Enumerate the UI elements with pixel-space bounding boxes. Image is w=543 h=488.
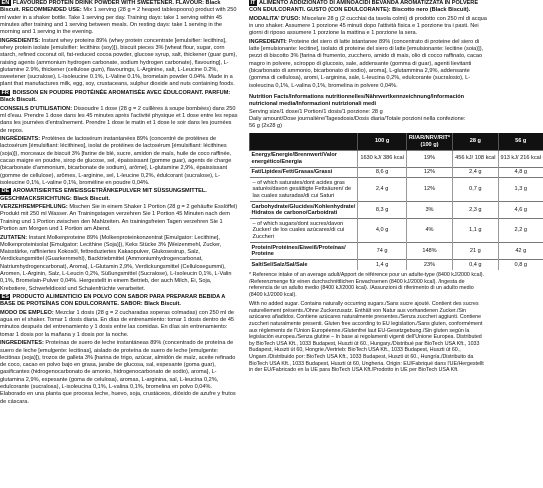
- lang-flag-fr: FR: [1, 89, 9, 96]
- value-28g: 2,4 g: [453, 167, 498, 178]
- value-100g: 8,6 g: [358, 167, 407, 178]
- dose-it: Miscelare 28 g (2 cucchiai da tavola colmi) di prodotto con 250 ml di acqua in uno shaker. Assumere 1 porzione 45 minuti dopo l'attività fisica e 1 porzione tra i pasti. Nei giorni di riposo assumere 1 porzione la mattina e 1 porzione la sera.: [249, 15, 487, 37]
- nutrient-label: – of which saturates/dont acides gras saturés/davon gesättigte Fettsäuren/ de las cuales saturadas/di cui Saturi: [250, 178, 358, 202]
- value-56g: 913 kJ/ 216 kcal: [498, 150, 543, 167]
- ingr-label-en: INGREDIENTS:: [0, 37, 41, 44]
- value-28g: 21 g: [453, 243, 498, 260]
- section-de: [0, 188, 239, 203]
- ingredients-fr: [0, 136, 239, 187]
- value-56g: 4,8 g: [498, 167, 543, 178]
- title-fr: BOISSON EN POUDRE PROTÉINÉE AROMATISÉE AVEC ÉDULCORANT. PARFUM: Black Biscuit.: [0, 89, 231, 104]
- nutrition-header-line-1: Nutrition Facts/Informations nutritionnelles/Nährwertkennzeichnung/Información nutricional media/Informazioni nutrizionali medi: [249, 93, 465, 108]
- value-ri: 12%: [406, 178, 452, 202]
- dose-de-block: [0, 204, 239, 233]
- dose-label-de: VERZEHREMPFEHLUNG:: [0, 204, 68, 211]
- col-header-28g: 28 g: [453, 133, 498, 150]
- nutrient-label: Salt/Sel/Salz/Sal/Sale: [250, 260, 358, 270]
- dose-fr-block: [0, 106, 239, 135]
- value-56g: 2,2 g: [498, 219, 543, 243]
- value-28g: 1,1 g: [453, 219, 498, 243]
- nutrient-label: – of which sugars/dont sucres/davon Zucker/ de los cuales azúcares/di cui Zuccheri: [250, 219, 358, 243]
- right-column: [249, 0, 541, 374]
- value-ri: 12%: [406, 167, 452, 178]
- ingredients-en: [0, 38, 239, 89]
- ingr-fr: Protéines de lactosérum instantanées 89% (concentré de protéines de lactosérum [émulsifiant: lécithines], isolat de protéines de lactosérum [émulsifiant: lécithines (soja)]), morceaux de biscuit 3% [farine de blé, sucre, amidon de maïs, huile de coco raffinée, cacao maigre en poudre, sirop de glucose, sel, épaississant (gomme guar), agents de charge (bicarbonate d'ammonium, bicarbonate de sodium), arôme], L-glutamine 2,9%, épaississant (gomme de cellulose), arômes, L-arginine, sel, L-leucine 0,2%, édulcorant (sucralose), L-isoleucine 0,1%, L-valine 0,1%, broméline en poudre 0,04%.: [0, 136, 232, 186]
- dose-en: Mix 1 serving (28 g = 2 heaped tablespoons) product with 250 ml water in a shaker bottle. Take 1 serving per day. Training days: take 1 serving within 45 minutes after training and 1 serving between meals. On resting days: take 1 serving in the morning and 1 serving in the evening.: [0, 7, 237, 36]
- dose-label-en: RECOMMENDED USE:: [21, 7, 82, 14]
- table-row: [250, 167, 543, 178]
- value-ri: 19%: [406, 150, 452, 167]
- ingr-label-de: ZUTATEN:: [0, 234, 28, 241]
- table-row: [250, 150, 543, 167]
- ingr-label-fr: INGRÉDIENTS:: [0, 136, 41, 143]
- value-56g: 0,8 g: [498, 260, 543, 270]
- section-en: [0, 0, 239, 36]
- table-row: [250, 178, 543, 202]
- col-header-ri: RI/AR/NRV/RIT* (100 g): [406, 133, 452, 150]
- nutrient-label: Protein/Protéines/Eiweiß/Proteínas/ Proteine: [250, 243, 358, 260]
- value-100g: 4,0 g: [358, 219, 407, 243]
- ingredients-es: [0, 340, 239, 406]
- section-es: [0, 294, 239, 309]
- value-28g: 0,7 g: [453, 178, 498, 202]
- title-it: ALIMENTO ADDIZIONATO DI AMINOACIDI BEVANDA AROMATIZZATA IN POLVERE CON EDULCORANTI. GUSTO (CON EDULCORANTE): Biscotto nero (Black Biscuit).: [249, 0, 479, 14]
- dose-es: Mezclar 1 dosis (28 g = 2 cucharadas soperas colmadas) con 250 ml de agua en el shaker. Tomar 1 dosis diaria. En días de entrenamiento: tomar 1 dosis dentro de 45 minutos después del entrenamiento y 1 dosis entre las comidas. En días sin entrenamiento: tomar 1 dosis por la mañana y 1 dosis por la noche.: [0, 309, 235, 338]
- title-es: PRODUCTO ALIMENTICIO EN POLVO CON SABOR PARA PREPARAR BEBIDA A BASE DE PROTEÍNAS CON EDULCORANTE. SABOR: Black Biscuit.: [0, 294, 226, 308]
- value-ri: 23%: [406, 260, 452, 270]
- nutrient-label: Energy/Energie/Brennwert/Valor energético/Energia: [250, 150, 358, 167]
- nutrition-header-line-2: Serving size/1 dose/1 Portion/1 dosis/1 porzione: 28 g: [249, 108, 383, 115]
- value-100g: 2,4 g: [358, 178, 407, 202]
- value-ri: 3%: [406, 202, 452, 219]
- value-56g: 1,3 g: [498, 178, 543, 202]
- table-row: [250, 219, 543, 243]
- lang-flag-de: DE: [1, 188, 10, 195]
- value-56g: 42 g: [498, 243, 543, 260]
- dose-label-fr: CONSEILS D'UTILISATION:: [0, 105, 73, 112]
- value-100g: 74 g: [358, 243, 407, 260]
- ingr-de: Instant Molkenproteine 89% (Molkenproteinkonzentrat [Emulgator: Lecithine], Molkenproteinisolat [Emulgator: Lecithine (Soja)]), Keks Stücke 3% [Weizenmehl, Zucker, Maisstärke, raffiniertes Kokosöl, fettreduziertes Kakaopulver, Glukosesirup, Salz, Verdickungsmittel (Guarkernmehl), Backtriebmittel (Ammoniumhydrogencarbonat, Natriumhydrogencarbonat), Aroma], L-Glutamin 2,9%, Verdickungsmittel (Cellulosegummi), Aromen, L-Arginin, Salz, L-Leucin 0,2%, Süßungsmittel (Sucralose), L-Isoleucin 0,1%, L-Valin 0,1%, Bromelain-Pulver 0,04%. Hergestellt in einem Betrieb, der auch Milch, Ei, Soja, Krebstiere, Schwefeldioxid und Schalenfrüchte verarbeitet.: [0, 234, 232, 292]
- value-100g: 8,3 g: [358, 202, 407, 219]
- nutrition-table-body: [250, 150, 543, 270]
- lang-flag-es: ES: [1, 294, 9, 301]
- nutrient-label: Fat/Lipides/Fett/Grasas/Grassi: [250, 167, 358, 178]
- nutrition-footnote: * Reference intake of an average adult/Apport de référence pour un adulte-type (8400 kJ/2000 kcal). /Referenzmenge für einen durchschnittlichen Erwachsenen (8400 kJ/2000 kcal). /Ingesta de referencia de un adulto medio (8400 kJ/2000 kcal). /Assunzioni di riferimento di un adulto medio (8400 kJ/2000 kcal).: [249, 271, 484, 298]
- ingr-es: Proteínas de suero de leche instantáneas 89% (concentrado de proteína de suero de leche [emulgente: lecitinas], aislado de proteína de suero de leche [emulgente: lecitinas (soja)]), trozos de galleta 3% [harina de trigo, azúcar, almidón de maíz, aceite refinado de coco, cacao en polvo bajo en grasa, jarabe de glucosa, sal, espesante (goma guar), gasificantes (hidrogenocarbonato de amonio, hidrogenocarbonato de sodio), aroma], L-glutamina 2,9%, espesante (goma de celulosa), aromas, L-arginina, sal, L-leucina 0,2%, edulcorante (sucralosa), L-isoleucina 0,1%, L-valina 0,1%, bromelina en polvo 0,04%. Elaborado en una planta que procesa leche, huevo, soja, crustáceos, dióxido de azufre y frutos de cáscara.: [0, 340, 236, 405]
- ingr-it: Proteine del siero di latte istantanee 89% (concentrato di proteine del siero di latte [emulsionante: lecitine], isolato di proteine del siero di latte [emulsionante: lecitine (soia)]), pezzi di biscotto 3% [farina di frumento, zucchero, amido di mais, olio di cocco raffinato, cacao magro in polvere, sciroppo di glucosio, sale, addensante (gomma di guar), agenti lievitanti (bicarbonato di ammonio, bicarbonato di sodio), aroma], L-glutammina 2,9%, addensante (gomma di cellulosa), aromi, L-arginina, sale, L-leucina 0,2%, edulcorante (sucralosio), L-isoleucina 0,1%, L-valina 0,1%, bromelina in polvere 0,04%.: [249, 38, 484, 89]
- nutrition-header: [249, 94, 488, 130]
- table-row: [250, 243, 543, 260]
- title-de: AROMATISIERTES EIWEISSGETRÄNKEPULVER MIT SÜSSUNGSMITTEL. GESCHMACKSRICHTUNG: Black Biscuit.: [0, 188, 207, 202]
- value-28g: 456 kJ/ 108 kcal: [453, 150, 498, 167]
- value-100g: 1,4 g: [358, 260, 407, 270]
- section-it: [249, 0, 488, 15]
- dose-label-it: MODALITA' D'USO:: [249, 15, 301, 22]
- dose-fr: Dissoudre 1 dose (28 g = 2 cuillères à soupe bombées) dans 250 ml d'eau. Prendre 1 dose dans les 45 minutes après l'activité physique et 1 dose entre les repas dans les journées d'entraînement. Prendre 1 dose le matin et 1 dose le soir dans les journées de repos.: [0, 105, 238, 134]
- col-header-56g: 56 g: [498, 133, 543, 150]
- left-column: [0, 0, 239, 407]
- dose-label-es: MODO DE EMPLEO:: [0, 309, 54, 316]
- value-28g: 2,3 g: [453, 202, 498, 219]
- title-en: FLAVOURED PROTEIN DRINK POWDER WITH SWEETENER. FLAVOUR: Black Biscuit.: [0, 0, 221, 14]
- legal-footer: With no added sugar. Contains naturally occurring sugars./Sans sucre ajouté. Contient des sucres naturellement présents./Ohne Zuckerzusatz. Enthält von Natur aus vorhandenen Zucker./Sin azúcares añadidos. Contiene azúcares naturalmente presentes./Senza zuccheri aggiunti. Contiene zuccheri naturalmente presenti. Gluten free according to EU legislation./Sans gluten, conformément aux règlements de l'Union Européenne./Glutenfrei laut EU-Gesetzgebung./Sin gluten según la legislación europea./Senza glutine – In base ai regolamenti vigenti dell'Unione Europea. Distributed by BioTech USA Kft., 1033 Budapest, Huszti út 60., Hungary./Distribué par BioTech USA Kft., 1033 Budapest, Huszti út 60, Hongrie./Vertrieb: BioTech USA Kft., 1033 Budapest, Huszti út 60., Ungarn./Distribuido por: BioTech USA Kft., 1033 Budapest, Huszti út 60., Hungría./Distribuito da BioTech USA Kft., 1033 Budapest, Huszti út 60, Ungheria. Origin: EU/Fabriqué dans l'UE/Hergestellt in der EU/Fabricado en la UE para BioTech USA Kft./Prodotto in UE per BioTech USA Kft.: [249, 301, 484, 374]
- ingr-label-it: INGREDIENTI:: [249, 38, 287, 45]
- value-ri: 148%: [406, 243, 452, 260]
- ingr-label-es: INGREDIENTES:: [0, 340, 44, 347]
- nutrition-header-line-3: Daily amount/Dose journalière/Tagesdosis/Dosis diaria/Totale porzioni nella confezione:: [249, 115, 466, 122]
- dose-de: Mischen Sie in einem Shaker 1 Portion (28 g = 2 gehäufte Esslöffel) Produkt mit 250 ml Wasser. An Trainingstagen verzehren Sie 1 Portion 45 Minuten nach dem Training und 1 Portion zwischen den Mahlzeiten. An trainingsfreien Tagen verzehren Sie 1 Portion am Morgen und 1 Portion am Abend.: [0, 204, 238, 233]
- value-28g: 0,4 g: [453, 260, 498, 270]
- section-fr: [0, 90, 239, 105]
- value-ri: 4%: [406, 219, 452, 243]
- dose-es-block: [0, 310, 239, 339]
- col-header-label: [250, 133, 358, 150]
- col-header-100g: 100 g: [358, 133, 407, 150]
- lang-flag-en: EN: [1, 0, 10, 6]
- table-row: [250, 260, 543, 270]
- nutrition-header-line-4: 56 g (2x28 g): [249, 123, 282, 130]
- nutrition-table: [249, 133, 543, 270]
- nutrition-table-header: [250, 133, 543, 150]
- nutrient-label: Carbohydrate/Glucides/Kohlenhydrate/ Hidratos de carbono/Carboidrati: [250, 202, 358, 219]
- ingr-en: Instant whey proteins 89% (whey protein concentrate [emulsifier: lecithins], whey protein isolate [emulsifier: lecithins (soy)]), biscuit pieces 3% [wheat flour, sugar, corn starch, refined coconut oil, fat-reduced cocoa powder, glucose syrup, salt, thickener (guar gum), raising agents (ammonium hydrogen carbonate, sodium hydrogen carbonate), flavouring], L-glutamine 2.9%, thickener (cellulose gum), flavourings, L-Arginine, salt, L-Leucine 0.2%, sweetener (sucralose), L-Isoleucine 0.1%, L-Valine 0.1%, bromelain powder 0.04%. Made in a plant that manufactures milk, egg, soy, crustaceans, sulphur dioxide and nuts containing foods.: [0, 37, 237, 88]
- table-row: [250, 202, 543, 219]
- value-56g: 4,6 g: [498, 202, 543, 219]
- ingredients-it: [249, 39, 488, 90]
- lang-flag-it: IT: [250, 0, 256, 6]
- dose-it-block: [249, 16, 488, 38]
- value-100g: 1630 kJ/ 386 kcal: [358, 150, 407, 167]
- ingredients-de: [0, 235, 239, 293]
